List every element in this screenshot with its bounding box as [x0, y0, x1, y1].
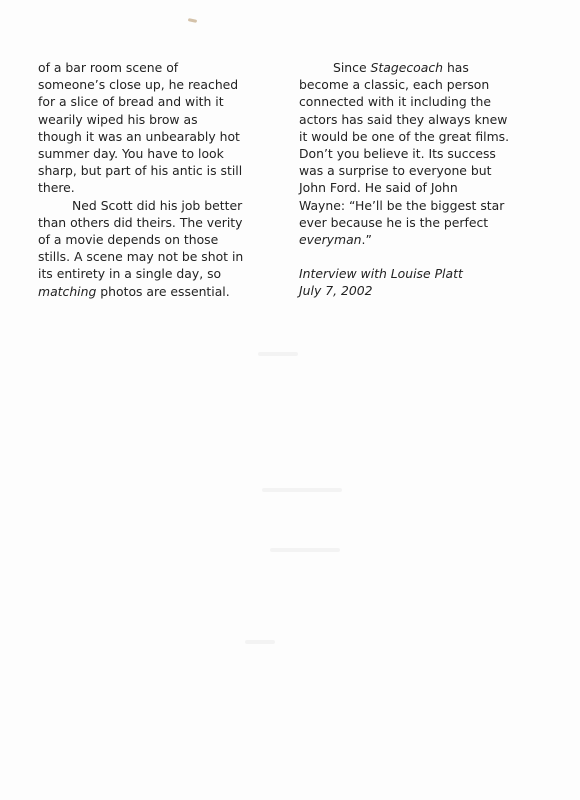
text-line: for a slice of bread and with it [38, 94, 224, 110]
text-line: of a movie depends on those [38, 232, 219, 248]
text-line: sharp, but part of his antic is still [38, 163, 243, 179]
italic-word: everyman [299, 232, 362, 248]
paragraph-gap [299, 248, 549, 265]
text-line: become a classic, each person [299, 77, 490, 93]
text-line: there. [38, 180, 75, 196]
text-fragment: photos are essential. [96, 283, 230, 299]
signoff-date: July 7, 2002 [299, 283, 373, 299]
right-text-column [299, 59, 549, 300]
text-line: though it was an unbearably hot [38, 128, 240, 144]
text-line: ever because he is the perfect [299, 214, 489, 230]
bleed-through-mark [245, 640, 275, 644]
text-fragment: .” [361, 232, 372, 248]
text-line [299, 59, 549, 76]
text-line: connected with it including the [299, 94, 491, 110]
text-line: stills. A scene may not be shot in [38, 249, 244, 265]
bleed-through-mark [262, 488, 342, 492]
text-line: someone’s close up, he reached [38, 77, 239, 93]
text-line: wearily wiped his brow as [38, 111, 198, 127]
text-line: of a bar room scene of [38, 60, 179, 75]
paragraph-bar-room [38, 59, 290, 197]
paper-smudge [188, 18, 197, 23]
paragraph-ned-scott [38, 197, 290, 300]
text-line: actors has said they always knew [299, 111, 508, 127]
text-line [38, 283, 290, 300]
text-line: John Ford. He said of John [299, 180, 458, 196]
bleed-through-mark [270, 548, 340, 552]
signoff-interview: Interview with Louise Platt [299, 266, 463, 282]
text-line: Don’t you believe it. Its success [299, 146, 496, 162]
text-line: Ned Scott did his job better [72, 197, 243, 213]
text-line: its entirety in a single day, so [38, 266, 222, 282]
text-line: Wayne: “He’ll be the biggest star [299, 197, 505, 213]
left-text-column [38, 59, 290, 300]
text-line: was a surprise to everyone but [299, 163, 492, 179]
paragraph-stagecoach [299, 59, 549, 248]
italic-word: matching [38, 283, 97, 299]
signoff [299, 265, 549, 299]
text-fragment: has [443, 60, 469, 75]
text-line: summer day. You have to look [38, 146, 224, 162]
text-line [299, 231, 549, 248]
text-line: it would be one of the great films. [299, 128, 510, 144]
bleed-through-mark [258, 352, 298, 356]
text-fragment: Since [333, 60, 371, 75]
italic-title: Stagecoach [370, 60, 444, 75]
text-line: than others did theirs. The verity [38, 214, 243, 230]
